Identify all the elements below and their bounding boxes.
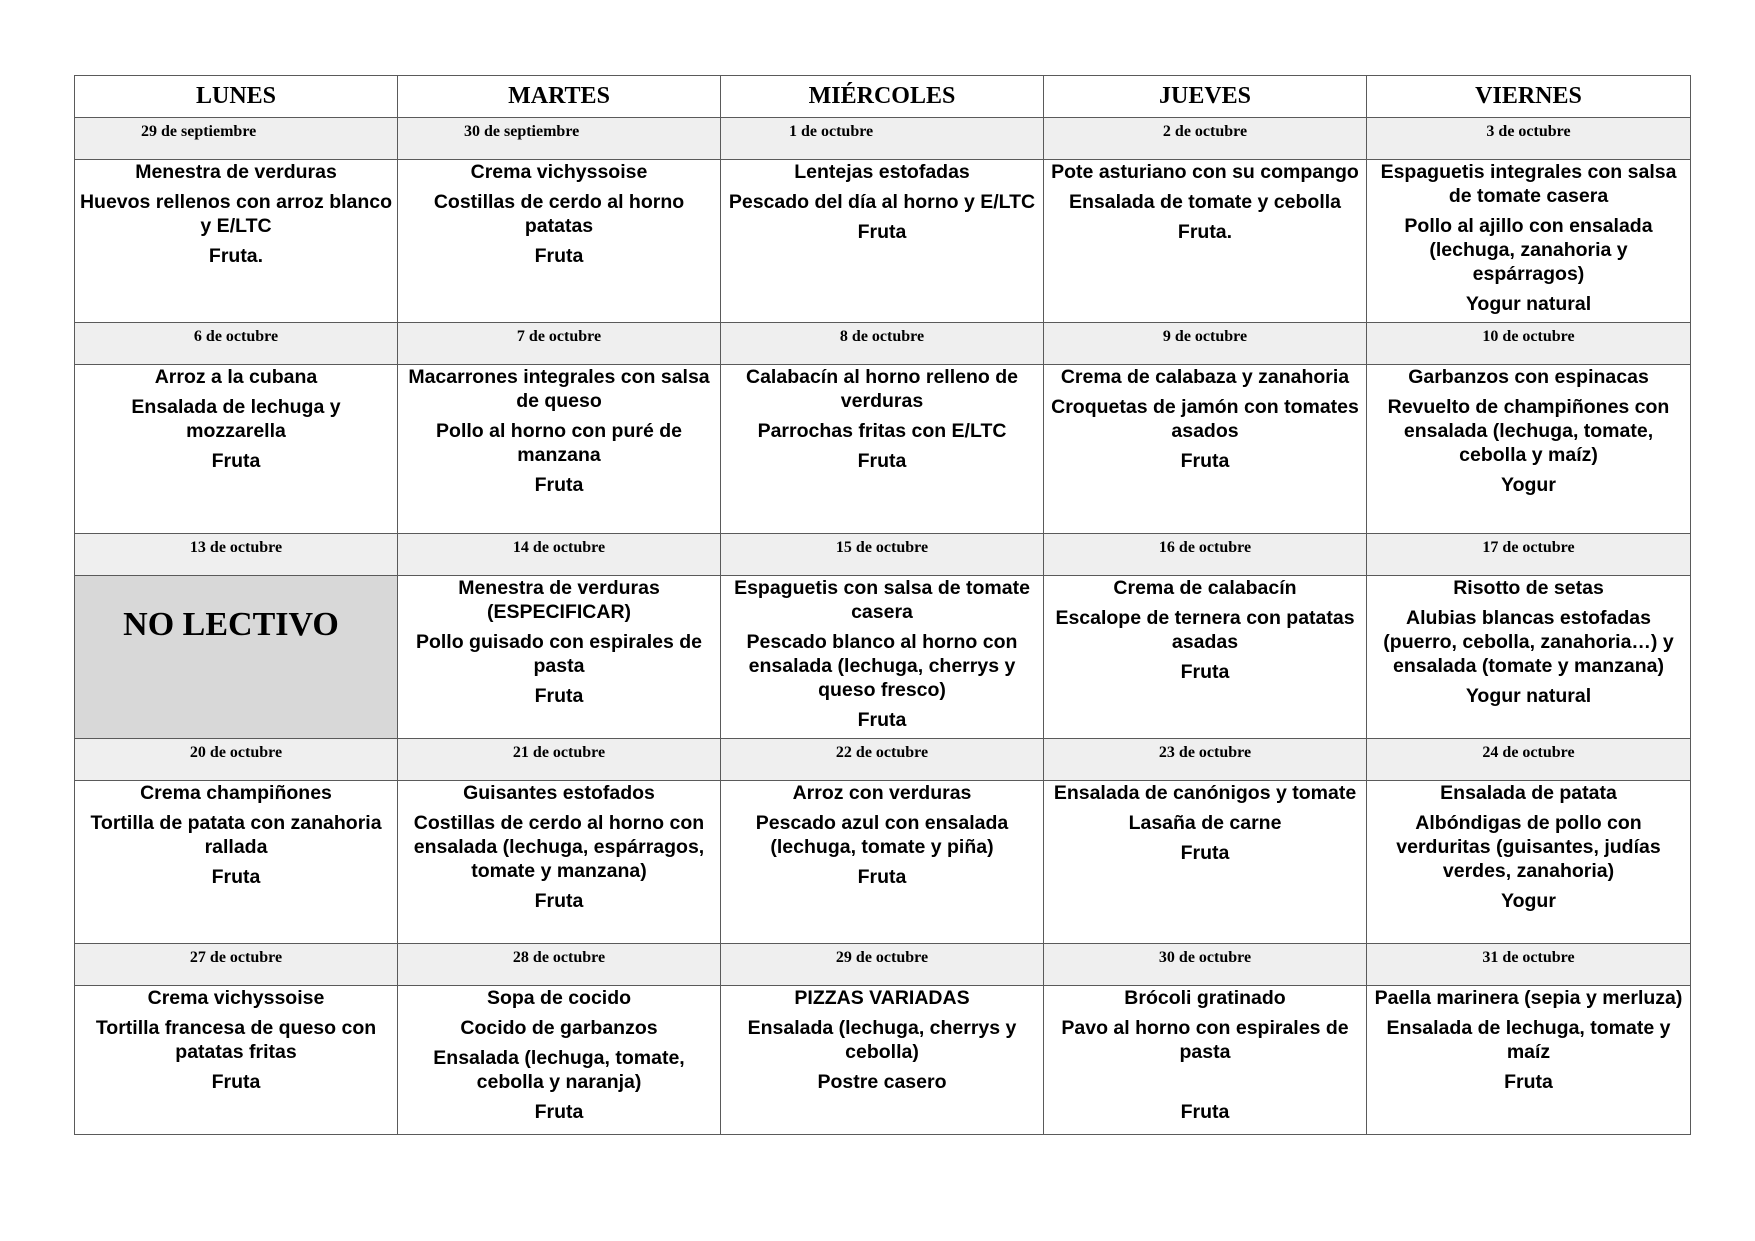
meal-cell	[1044, 160, 1367, 323]
date-label: 6 de octubre	[193, 328, 279, 345]
meal-row	[75, 986, 1691, 1135]
date-label: 29 de septiembre	[141, 123, 257, 140]
date-row	[75, 739, 1691, 781]
dish-item: Fruta	[534, 245, 584, 267]
dish-item: Espaguetis integrales con salsa de tomate casera	[1380, 161, 1677, 207]
date-cell	[1367, 323, 1691, 365]
dish-item: Crema de calabacín	[1113, 577, 1297, 599]
dish-item: Fruta	[534, 890, 584, 912]
dish-item: Fruta	[211, 1071, 261, 1093]
dish-item: Yogur natural	[1465, 293, 1592, 315]
dish-item: Ensalada de lechuga, tomate y maíz	[1386, 1017, 1671, 1063]
dish-item: Tortilla de patata con zanahoria rallada	[90, 812, 382, 858]
meal-cell	[1044, 576, 1367, 739]
dish-item: Tortilla francesa de queso con patatas fritas	[95, 1017, 377, 1063]
meal-cell	[1367, 576, 1691, 739]
date-row	[75, 944, 1691, 986]
dish-item: Pavo al horno con espirales de pasta	[1061, 1017, 1349, 1063]
date-row	[75, 323, 1691, 365]
dish-item: Pescado blanco al horno con ensalada (lechuga, cherrys y queso fresco)	[746, 631, 1018, 701]
dish-item: Albóndigas de pollo con verduritas (guisantes, judías verdes, zanahoria)	[1396, 812, 1661, 882]
dish-item: Risotto de setas	[1453, 577, 1604, 599]
dish-item: Fruta.	[208, 245, 264, 267]
dish-item: Fruta	[211, 450, 261, 472]
dish-item: Ensalada (lechuga, cherrys y cebolla)	[747, 1017, 1017, 1063]
date-cell	[1044, 118, 1367, 160]
weekday-header: MARTES	[398, 76, 721, 118]
date-cell	[398, 534, 721, 576]
date-label: 17 de octubre	[1482, 539, 1575, 556]
dish-item: Brócoli gratinado	[1124, 987, 1286, 1009]
weekday-header-row	[75, 76, 1691, 118]
dish-item: Cocido de garbanzos	[460, 1017, 658, 1039]
date-cell	[1044, 534, 1367, 576]
dish-item: Calabacín al horno relleno de verduras	[746, 366, 1018, 412]
dish-item: Yogur	[1501, 474, 1556, 496]
date-cell	[75, 534, 398, 576]
dish-item: Revuelto de champiñones con ensalada (lechuga, tomate, cebolla y maíz)	[1387, 396, 1670, 466]
dish-item: Ensalada de canónigos y tomate	[1053, 782, 1357, 804]
date-cell	[1367, 118, 1691, 160]
date-label: 3 de octubre	[1486, 123, 1571, 140]
meal-cell	[75, 160, 398, 323]
dish-item: Costillas de cerdo al horno con ensalada (lechuga, espárragos, tomate y manzana)	[413, 812, 705, 882]
date-cell	[1044, 944, 1367, 986]
weekday-header: LUNES	[75, 76, 398, 118]
date-cell	[75, 118, 398, 160]
meal-cell	[721, 365, 1044, 534]
dish-item: Fruta	[1180, 661, 1230, 683]
dish-item: Pollo al horno con puré de manzana	[436, 420, 682, 466]
date-cell	[1044, 323, 1367, 365]
dish-item: Huevos rellenos con arroz blanco y E/LTC	[79, 191, 393, 237]
weekday-header: MIÉRCOLES	[721, 76, 1044, 118]
dish-item: Crema champiñones	[140, 782, 332, 804]
date-label: 29 de octubre	[835, 949, 929, 966]
meal-cell	[75, 365, 398, 534]
dish-item: Arroz a la cubana	[154, 366, 318, 388]
date-label: 7 de octubre	[516, 328, 602, 345]
date-label: 31 de octubre	[1482, 949, 1575, 966]
dish-item: Fruta	[1504, 1071, 1553, 1093]
meal-cell	[1367, 986, 1691, 1135]
date-label: 30 de septiembre	[464, 123, 580, 140]
date-label: 1 de octubre	[789, 123, 874, 140]
date-cell	[721, 534, 1044, 576]
dish-item: Fruta	[857, 709, 907, 731]
date-cell	[1367, 944, 1691, 986]
dish-item: Fruta	[1180, 1101, 1230, 1123]
dish-item: Menestra de verduras	[135, 161, 337, 183]
meal-cell	[721, 986, 1044, 1135]
date-cell	[75, 323, 398, 365]
dish-item: Crema vichyssoise	[470, 161, 648, 183]
date-label: 2 de octubre	[1162, 123, 1248, 140]
no-lectivo-cell	[75, 576, 398, 739]
dish-item: Menestra de verduras (ESPECIFICAR)	[458, 577, 660, 623]
dish-item: Fruta	[1180, 450, 1230, 472]
dish-item: Alubias blancas estofadas (puerro, cebolla, zanahoria…) y ensalada (tomate y manzana)	[1383, 607, 1674, 677]
date-label: 24 de octubre	[1482, 744, 1575, 761]
weeks-body	[75, 118, 1691, 1135]
dish-item: Arroz con verduras	[792, 782, 972, 804]
dish-item: Espaguetis con salsa de tomate casera	[734, 577, 1030, 623]
date-label: 22 de octubre	[835, 744, 929, 761]
date-cell	[1367, 534, 1691, 576]
meal-cell	[1367, 160, 1691, 323]
weekday-header: VIERNES	[1367, 76, 1691, 118]
date-row	[75, 534, 1691, 576]
date-cell	[398, 944, 721, 986]
meal-cell	[1044, 781, 1367, 944]
date-label: 9 de octubre	[1162, 328, 1248, 345]
meal-row	[75, 160, 1691, 323]
dish-item: Sopa de cocido	[486, 987, 632, 1009]
date-cell	[1044, 739, 1367, 781]
meal-cell	[1044, 986, 1367, 1135]
date-label: 23 de octubre	[1158, 744, 1252, 761]
date-cell	[721, 323, 1044, 365]
date-cell	[398, 118, 721, 160]
date-cell	[75, 739, 398, 781]
meal-row	[75, 576, 1691, 739]
dish-item	[1048, 1070, 1362, 1094]
meal-cell	[721, 781, 1044, 944]
meal-cell	[75, 986, 398, 1135]
date-cell	[1367, 739, 1691, 781]
dish-item: Pote asturiano con su compango	[1051, 161, 1359, 183]
dish-item: Yogur natural	[1465, 685, 1592, 707]
dish-item: Fruta	[1180, 842, 1230, 864]
meal-row	[75, 365, 1691, 534]
dish-item: Fruta	[857, 450, 907, 472]
dish-item: Ensalada de tomate y cebolla	[1068, 191, 1342, 213]
meal-cell	[398, 365, 721, 534]
date-row	[75, 118, 1691, 160]
meal-cell	[75, 781, 398, 944]
dish-item: Lentejas estofadas	[794, 161, 970, 183]
meal-cell	[1044, 365, 1367, 534]
meal-cell	[398, 986, 721, 1135]
dish-item: Guisantes estofados	[463, 782, 655, 804]
date-label: 10 de octubre	[1482, 328, 1575, 345]
date-label: 20 de octubre	[189, 744, 283, 761]
dish-item: Escalope de ternera con patatas asadas	[1055, 607, 1355, 653]
meal-cell	[398, 160, 721, 323]
dish-item: Pescado del día al horno y E/LTC	[728, 191, 1036, 213]
dish-item: Fruta	[534, 474, 584, 496]
date-cell	[721, 118, 1044, 160]
dish-item: Ensalada (lechuga, tomate, cebolla y naranja)	[433, 1047, 685, 1093]
date-label: 14 de octubre	[512, 539, 606, 556]
date-label: 8 de octubre	[839, 328, 925, 345]
meal-cell	[1367, 781, 1691, 944]
dish-item: Fruta	[534, 1101, 584, 1123]
dish-item: Fruta	[211, 866, 261, 888]
meal-cell	[1367, 365, 1691, 534]
dish-item: Postre casero	[817, 1071, 947, 1093]
dish-item: Crema de calabaza y zanahoria	[1060, 366, 1350, 388]
date-label: 28 de octubre	[512, 949, 606, 966]
date-label: 15 de octubre	[835, 539, 929, 556]
dish-item: Pollo al ajillo con ensalada (lechuga, zanahoria y espárragos)	[1404, 215, 1653, 285]
dish-item: Fruta	[857, 866, 907, 888]
meal-cell	[398, 781, 721, 944]
dish-item: Lasaña de carne	[1128, 812, 1282, 834]
weekday-header: JUEVES	[1044, 76, 1367, 118]
dish-item: Parrochas fritas con E/LTC	[757, 420, 1007, 442]
dish-item: Croquetas de jamón con tomates asados	[1051, 396, 1359, 442]
dish-item: Ensalada de lechuga y mozzarella	[131, 396, 341, 442]
date-cell	[75, 944, 398, 986]
dish-item: Fruta	[857, 221, 907, 243]
dish-item: Paella marinera (sepia y merluza)	[1374, 987, 1683, 1009]
dish-item: Pollo guisado con espirales de pasta	[415, 631, 703, 677]
date-label: 16 de octubre	[1158, 539, 1252, 556]
dish-item: Fruta	[534, 685, 584, 707]
meal-cell	[721, 160, 1044, 323]
date-cell	[721, 739, 1044, 781]
weekly-menu-table	[74, 75, 1691, 1135]
dish-item: Yogur	[1501, 890, 1556, 912]
dish-item: Crema vichyssoise	[147, 987, 325, 1009]
date-label: 27 de octubre	[189, 949, 283, 966]
date-cell	[398, 323, 721, 365]
dish-item: Fruta.	[1177, 221, 1233, 243]
date-cell	[721, 944, 1044, 986]
no-lectivo-label: NO LECTIVO	[123, 606, 339, 643]
date-label: 30 de octubre	[1158, 949, 1252, 966]
dish-item: Ensalada de patata	[1440, 782, 1617, 804]
dish-item: Costillas de cerdo al horno patatas	[433, 191, 685, 237]
meal-row	[75, 781, 1691, 944]
dish-item: Pescado azul con ensalada (lechuga, tomate y piña)	[755, 812, 1009, 858]
dish-item: PIZZAS VARIADAS	[794, 987, 970, 1009]
dish-item: Garbanzos con espinacas	[1408, 366, 1649, 388]
date-label: 21 de octubre	[512, 744, 606, 761]
date-label: 13 de octubre	[189, 539, 283, 556]
meal-cell	[398, 576, 721, 739]
date-cell	[398, 739, 721, 781]
dish-item: Macarrones integrales con salsa de queso	[408, 366, 710, 412]
meal-cell	[721, 576, 1044, 739]
